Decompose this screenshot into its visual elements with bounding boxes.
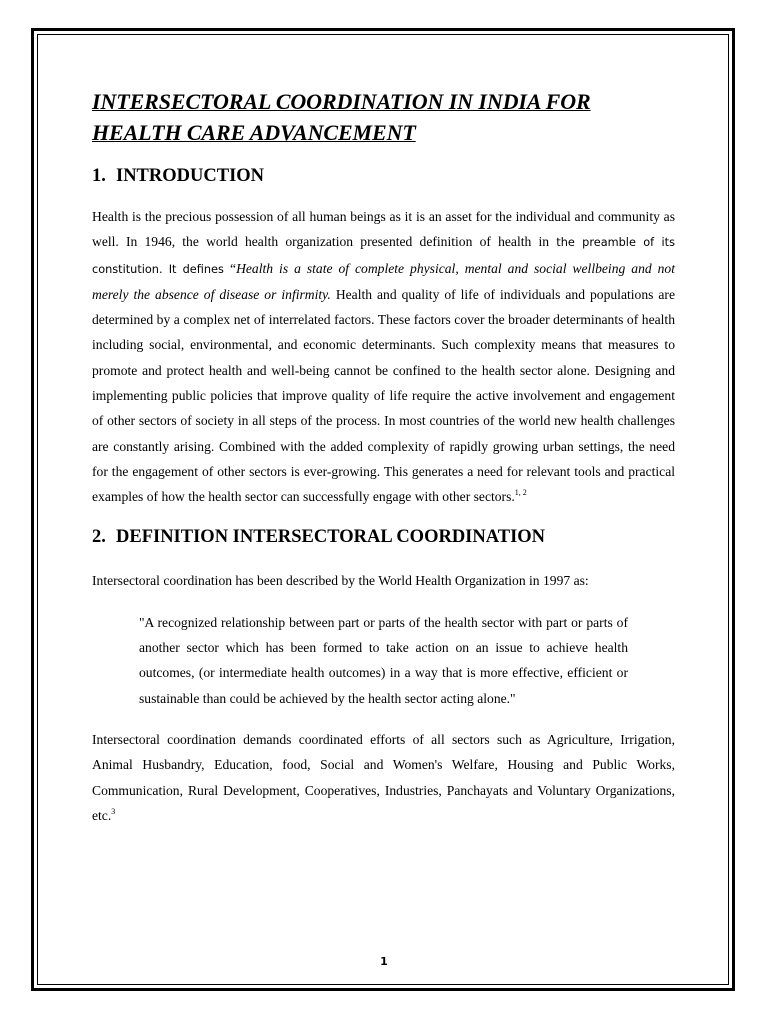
intro-quote-open: “ [230,260,237,276]
sectors-paragraph [92,727,675,828]
who-definition-quote: "A recognized relationship between part or parts of the health sector with part or parts of another sector which has been formed to take action on an issue to achieve health outcomes, (or intermediate health outcomes) in a way that is more effective, efficient or sustainable than could be achieved by the health sector acting alone." [139,614,628,706]
intro-text-a: Health is the precious possession of all human beings as it is an asset for the individual and community as well. In 1946, the world health organization presented definition of health in [92,209,675,250]
intro-text-b: the preamble of its constitution. It defines [92,236,675,276]
section-1-number: 1. [92,166,106,186]
document-body [92,86,675,828]
page-number: 1 [380,955,388,968]
introduction-paragraph [92,204,675,510]
section-1-title: INTRODUCTION [116,166,265,186]
section-2-heading [92,525,675,549]
section-2-title: DEFINITION INTERSECTORAL COORDINATION [116,526,546,547]
intro-text-c: Health and quality of life of individuals and populations are determined by a complex net of interrelated factors. These factors cover the broader determinants of health including social, environmental, and economic determinants. Such complexity means that measures to promote and protect health and well-being cannot be confined to the health sector alone. Designing and implementing public policies that improve quality of life require the active involvement and engagement of other sectors of society in all steps of the process. In most countries of the world new health challenges are constantly arising. Combined with the added complexity of rapidly growing urban settings, the need for the engagement of other sectors is ever-growing. This generates a need for relevant tools and practical examples of how the health sector can successfully engage with other sectors. [92,286,675,505]
reference-superscript-1: 1, 2 [514,488,527,498]
section-1-heading [92,164,675,188]
who-health-definition: Health is a state of complete physical, mental and social wellbeing and not merely the absence of disease or infirmity. [92,260,675,302]
section-2-number: 2. [92,526,106,547]
document-title: INTERSECTORAL COORDINATION IN INDIA FOR HEALTH CARE ADVANCEMENT [92,89,591,145]
reference-superscript-2: 3 [111,806,116,816]
definition-intro: Intersectoral coordination has been described by the World Health Organization in 1997 as: [92,572,589,588]
sectors-text: Intersectoral coordination demands coordinated efforts of all sectors such as Agriculture, Irrigation, Animal Husbandry, Education, food, Social and Women's Welfare, Housing and Public Works, Communication, Rural Development, Cooperatives, Industries, Panchayats and Voluntary Organizations, etc. [92,732,675,823]
